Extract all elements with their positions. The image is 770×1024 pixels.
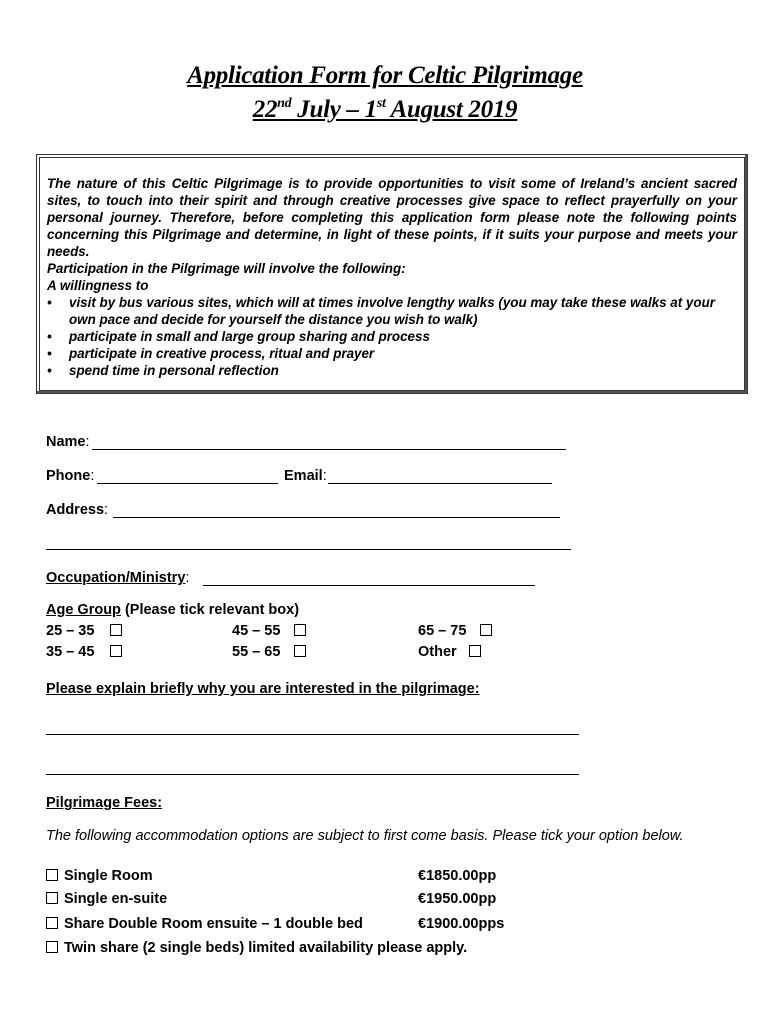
fee-option-share-double[interactable]: Share Double Room ensuite – 1 double bed: [46, 916, 363, 932]
address-label: Address:: [46, 502, 109, 518]
intro-text: [47, 175, 737, 379]
bullet-icon: •: [47, 346, 52, 361]
fee-price-single-room: €1850.00pp: [418, 868, 497, 884]
age-option-35-45[interactable]: 35 – 45: [46, 644, 122, 660]
name-label: Name:: [46, 434, 90, 450]
intro-paragraph: The nature of this Celtic Pilgrimage is to provide opportunities to visit some of Ireland’s ancient sacred sites, to touch into their spirit and through creative processes give space to reflect prayerfully on your personal journey. Therefore, before completing this application form please note the following points concerning this Pilgrimage and determine, in light of these points, if it suits your purpose and meets your needs.: [47, 176, 737, 259]
phone-label: Phone:: [46, 468, 95, 484]
dates-middle: July – 1: [291, 96, 377, 123]
fee-option-single-room[interactable]: Single Room: [46, 868, 153, 884]
checkbox[interactable]: [469, 645, 481, 657]
checkbox[interactable]: [110, 624, 122, 636]
age-group-heading: Age Group (Please tick relevant box): [46, 602, 300, 618]
checkbox[interactable]: [46, 941, 58, 953]
fee-price-single-ensuite: €1950.00pp: [418, 891, 497, 907]
bullet-icon: •: [47, 329, 52, 344]
checkbox[interactable]: [46, 892, 58, 904]
form-title: [0, 62, 770, 90]
dates-end-suffix: st: [376, 96, 386, 111]
dates-end: August 2019: [385, 96, 518, 123]
fee-option-twin-share[interactable]: Twin share (2 single beds) limited availability please apply.: [46, 940, 467, 956]
age-option-55-65[interactable]: 55 – 65: [232, 644, 306, 660]
name-field[interactable]: [92, 449, 566, 450]
email-label: Email:: [284, 468, 327, 484]
age-option-45-55[interactable]: 45 – 55: [232, 623, 306, 639]
fees-heading: Pilgrimage Fees:: [46, 795, 163, 811]
dates-start-suffix: nd: [277, 96, 292, 111]
checkbox[interactable]: [46, 869, 58, 881]
list-item: • visit by bus various sites, which will at times involve lengthy walks (you may take these walks at your own pace and decide for yourself the distance you wish to walk): [47, 295, 715, 327]
fee-option-single-ensuite[interactable]: Single en-suite: [46, 891, 167, 907]
requirements-list: [47, 294, 737, 379]
checkbox[interactable]: [110, 645, 122, 657]
address-field[interactable]: [113, 517, 560, 518]
phone-field[interactable]: [97, 483, 278, 484]
list-item: • participate in small and large group sharing and process: [47, 329, 430, 344]
form-title-text: Application Form for Celtic Pilgrimage: [187, 62, 583, 89]
interest-prompt: Please explain briefly why you are interested in the pilgrimage:: [46, 681, 480, 697]
age-option-other[interactable]: Other: [418, 644, 481, 660]
interest-field-line1[interactable]: [46, 734, 579, 735]
bullet-icon: •: [47, 363, 52, 378]
age-option-65-75[interactable]: 65 – 75: [418, 623, 492, 639]
checkbox[interactable]: [294, 645, 306, 657]
participation-line: Participation in the Pilgrimage will involve the following:: [47, 261, 406, 276]
list-item: • participate in creative process, ritual and prayer: [47, 346, 375, 361]
occupation-field[interactable]: [203, 585, 535, 586]
form-dates: [0, 96, 770, 124]
age-option-25-35[interactable]: 25 – 35: [46, 623, 122, 639]
willingness-line: A willingness to: [47, 278, 149, 293]
address-field-line2[interactable]: [46, 549, 571, 550]
checkbox[interactable]: [294, 624, 306, 636]
list-item: • spend time in personal reflection: [47, 363, 279, 378]
email-field[interactable]: [328, 483, 552, 484]
fees-note: The following accommodation options are subject to first come basis. Please tick your option below.: [46, 828, 684, 844]
dates-start-day: 22: [252, 96, 278, 123]
intro-box: [36, 154, 748, 394]
checkbox[interactable]: [46, 917, 58, 929]
bullet-icon: •: [47, 295, 52, 310]
checkbox[interactable]: [480, 624, 492, 636]
interest-field-line2[interactable]: [46, 774, 579, 775]
occupation-label: Occupation/Ministry:: [46, 570, 190, 586]
fee-price-share-double: €1900.00pps: [418, 916, 505, 932]
